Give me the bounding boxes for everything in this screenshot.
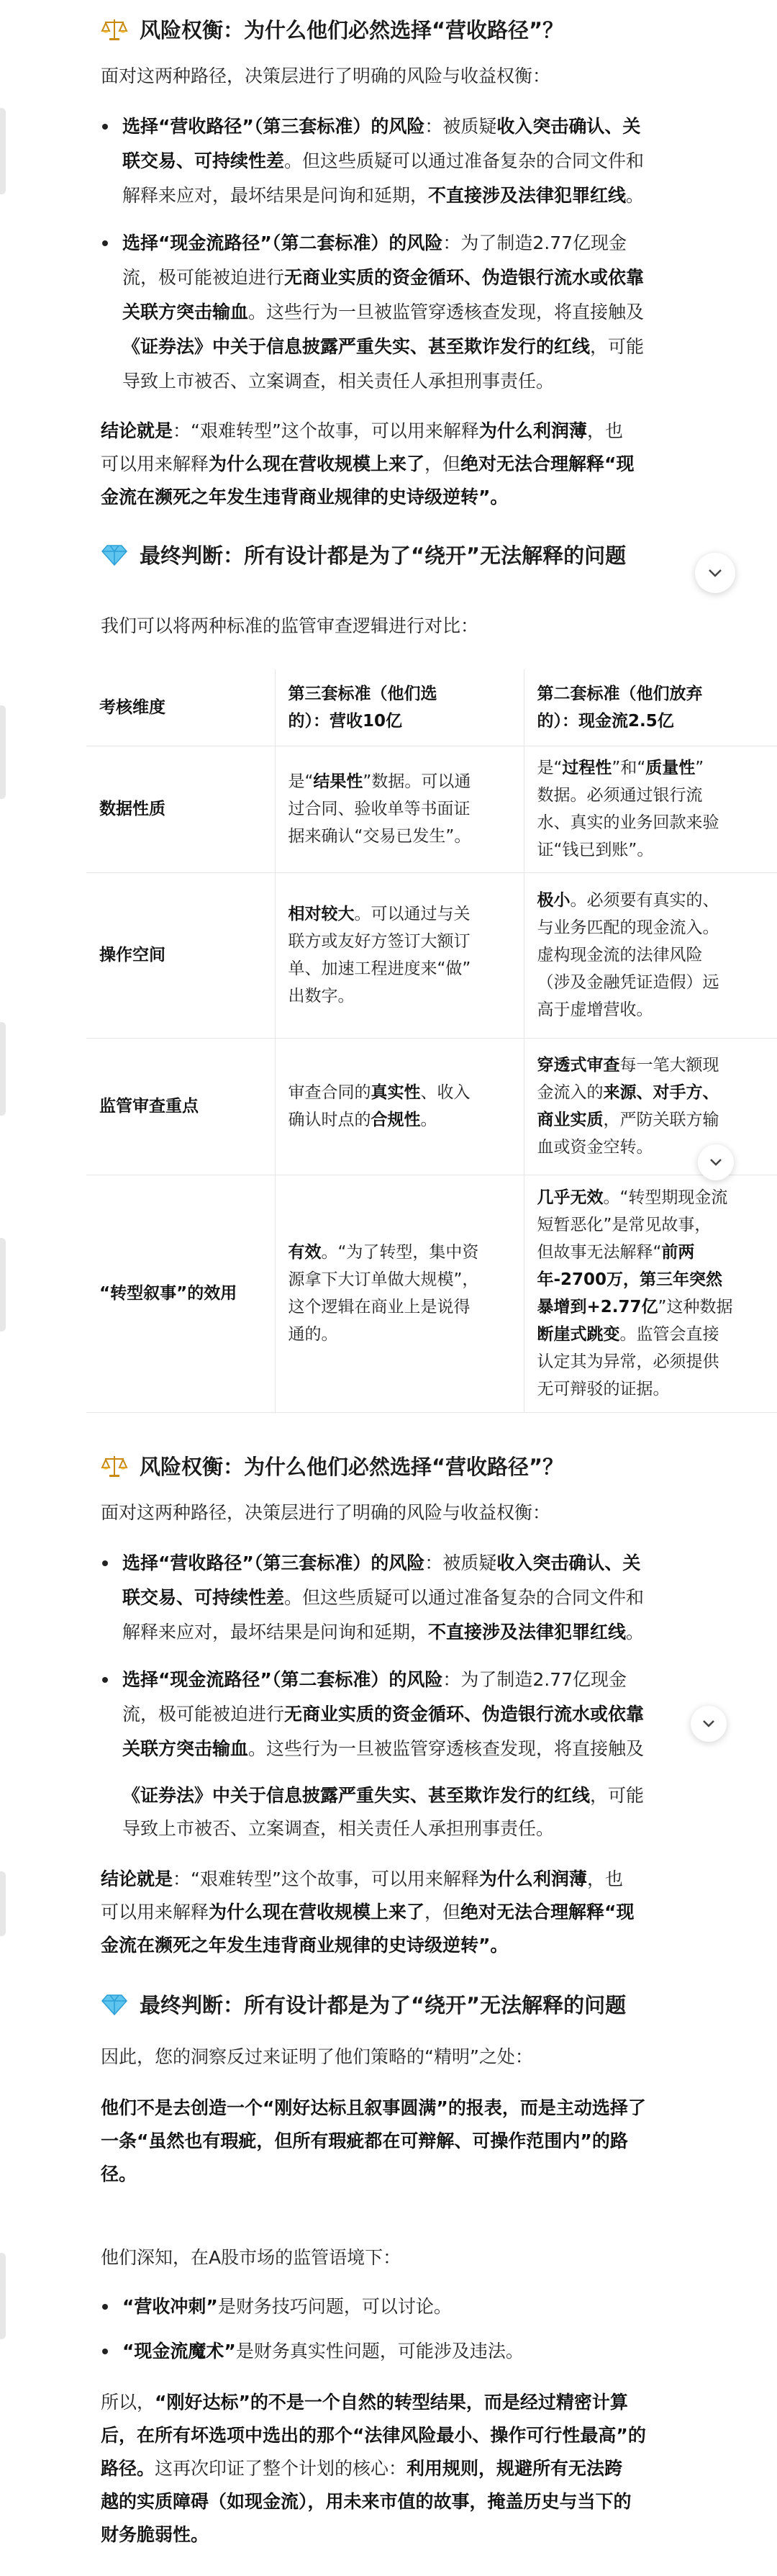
conclusion-paragraph: 结论就是：“艰难转型”这个故事，可以用来解释为什么利润薄，也 可以用来解释为什么现在营收规模上来了，但绝对无法合理解释“现 金流在濒死之年发生违背商业规律的史诗级逆转”。 [101, 420, 635, 507]
scroll-down-button[interactable] [691, 1706, 727, 1742]
chevron-down-icon [701, 1719, 716, 1728]
scroll-down-button[interactable] [695, 553, 735, 593]
section-heading [101, 1451, 777, 1481]
risk-tradeoff-section [101, 14, 777, 642]
table-cell: 有效。“为了转型，集中资 源拿下大订单做大规模”， 这个逻辑在商业上是说得 通的。 [275, 1175, 524, 1412]
bullet-cashflow-magic: “现金流魔术”是财务真实性问题，可能涉及违法。 [101, 2334, 777, 2369]
regulatory-context-intro: 他们深知，在A股市场的监管语境下： [101, 2247, 401, 2268]
bullet-revenue-sprint: “营收冲刺”是财务技巧问题，可以讨论。 [101, 2290, 777, 2324]
insight-paragraph: 因此，您的洞察反过来证明了他们策略的“精明”之处： [101, 2046, 533, 2067]
row-label: 监管审查重点 [86, 1038, 275, 1175]
continuation-section [101, 1779, 777, 2552]
bullet-revenue-path-risk: 选择“营收路径”（第三套标准）的风险：被质疑收入突击确认、关 联交易、可持续性差。但这些质疑可以通过准备复杂的合同文件和 解释来应对，最坏结果是问询和延期，不直接涉及法律犯罪红线。 [101, 1546, 777, 1650]
left-edge-scroll-segment [0, 1022, 6, 1116]
column-header: 第二套标准（他们放弃 的）：现金流2.5亿 [524, 669, 777, 746]
risk-tradeoff-section [101, 1451, 777, 1766]
table-row [86, 1038, 777, 1175]
table-cell: 是“结果性”数据。可以通 过合同、验收单等书面证 据来确认“交易已发生”。 [275, 746, 524, 872]
table-cell: 几乎无效。“转型期现金流 短暂恶化”是常见故事， 但故事无法解释“前两 年-2700万，第三年突然 暴增到+2.77亿”这种数据 断崖式跳变。监管会直接 认定其为异常，必须提供 无可辩驳的证据。 [524, 1175, 777, 1412]
bullet-cashflow-continued: 《证券法》中关于信息披露严重失实、甚至欺诈发行的红线，可能 导致上市被否、立案调查，相关责任人承担刑事责任。 [122, 1785, 645, 1839]
column-header: 考核维度 [86, 669, 275, 746]
final-paragraph: 所以，“刚好达标”的不是一个自然的转型结果，而是经过精密计算 后，在所有坏选项中选出的那个“法律风险最小、操作可行性最高”的 路径。这再次印证了整个计划的核心：利用规则，规避所有无法跨 越的实质障碍（如现金流），用未来市值的故事，掩盖历史与当下的 财务脆弱性。 [101, 2392, 646, 2545]
bullet-cashflow-path-risk: 选择“现金流路径”（第二套标准）的风险：为了制造2.77亿现金 流，极可能被迫进行无商业实质的资金循环、伪造银行流水或依靠 关联方突击输血。这些行为一旦被监管穿透核查发现，将直接触及 《证券法》中关于信息披露严重失实、甚至欺诈发行的红线，可能 导致上市被否、立案调查，相关责任人承担刑事责任。 [101, 226, 777, 399]
left-edge-scroll-segment [0, 108, 6, 194]
section-heading [101, 1989, 777, 2019]
chevron-down-icon [709, 1158, 723, 1167]
heading-text: 风险权衡：为什么他们必然选择“营收路径”？ [140, 1455, 564, 1479]
gem-icon [101, 543, 128, 567]
row-label: 数据性质 [86, 746, 275, 872]
gem-icon [101, 1992, 128, 2017]
table-row [86, 1175, 777, 1412]
left-edge-scroll-segment [0, 2253, 6, 2339]
left-edge-scroll-segment [0, 1871, 6, 1936]
left-edge-scroll-segment [0, 1238, 6, 1332]
intro-text: 面对这两种路径，决策层进行了明确的风险与收益权衡： [101, 1502, 551, 1523]
table-cell: 审查合同的真实性、收入 确认时点的合规性。 [275, 1038, 524, 1175]
bullet-cashflow-path-risk: 选择“现金流路径”（第二套标准）的风险：为了制造2.77亿现金 流，极可能被迫进行无商业实质的资金循环、伪造银行流水或依靠 关联方突击输血。这些行为一旦被监管穿透核查发现，将直接触及 [101, 1663, 777, 1766]
table-cell: 极小。必须要有真实的、 与业务匹配的现金流入。 虚构现金流的法律风险 （涉及金融凭证造假）远 高于虚增营收。 [524, 872, 777, 1038]
table-cell: 穿透式审查每一笔大额现 金流入的来源、对手方、 商业实质，严防关联方输 血或资金空转。 [524, 1038, 777, 1175]
conclusion-paragraph: 结论就是：“艰难转型”这个故事，可以用来解释为什么利润薄，也 可以用来解释为什么现在营收规模上来了，但绝对无法合理解释“现 金流在濒死之年发生违背商业规律的史诗级逆转”。 [101, 1868, 635, 1956]
risk-tradeoff-section-repeat-clip [0, 1440, 777, 1771]
table-row [86, 746, 777, 872]
row-label: “转型叙事”的效用 [86, 1175, 275, 1412]
table-header-row [86, 669, 777, 746]
intro-text: 面对这两种路径，决策层进行了明确的风险与收益权衡： [101, 65, 551, 86]
row-label: 操作空间 [86, 872, 275, 1038]
column-header: 第三套标准（他们选 的）：营收10亿 [275, 669, 524, 746]
scales-icon [101, 17, 128, 42]
table-cell: 相对较大。可以通过与关 联方或友好方签订大额订 单、加速工程进度来“做” 出数字。 [275, 872, 524, 1038]
heading-text: 最终判断：所有设计都是为了“绕开”无法解释的问题 [140, 543, 627, 568]
left-edge-scroll-segment [0, 705, 6, 799]
table-scroll-button[interactable] [698, 1144, 734, 1180]
heading-text: 风险权衡：为什么他们必然选择“营收路径”？ [140, 18, 564, 42]
comparison-intro: 我们可以将两种标准的监管审查逻辑进行对比： [101, 615, 479, 636]
bullet-revenue-path-risk: 选择“营收路径”（第三套标准）的风险：被质疑收入突击确认、关 联交易、可持续性差。但这些质疑可以通过准备复杂的合同文件和 解释来应对，最坏结果是问询和延期，不直接涉及法律犯罪红线。 [101, 109, 777, 213]
strategy-paragraph: 他们不是去创造一个“刚好达标且叙事圆满”的报表，而是主动选择了 一条“虽然也有瑕疵，但所有瑕疵都在可辩解、可操作范围内”的路 径。 [101, 2097, 646, 2184]
section-heading [101, 14, 777, 44]
scales-icon [101, 1454, 128, 1478]
comparison-table [86, 669, 777, 1413]
table-row [86, 872, 777, 1038]
chevron-down-icon [707, 568, 723, 578]
section-heading [101, 540, 777, 569]
heading-text: 最终判断：所有设计都是为了“绕开”无法解释的问题 [140, 1993, 627, 2017]
table-cell: 是“过程性”和“质量性” 数据。必须通过银行流 水、真实的业务回款来验 证“钱已到账”。 [524, 746, 777, 872]
